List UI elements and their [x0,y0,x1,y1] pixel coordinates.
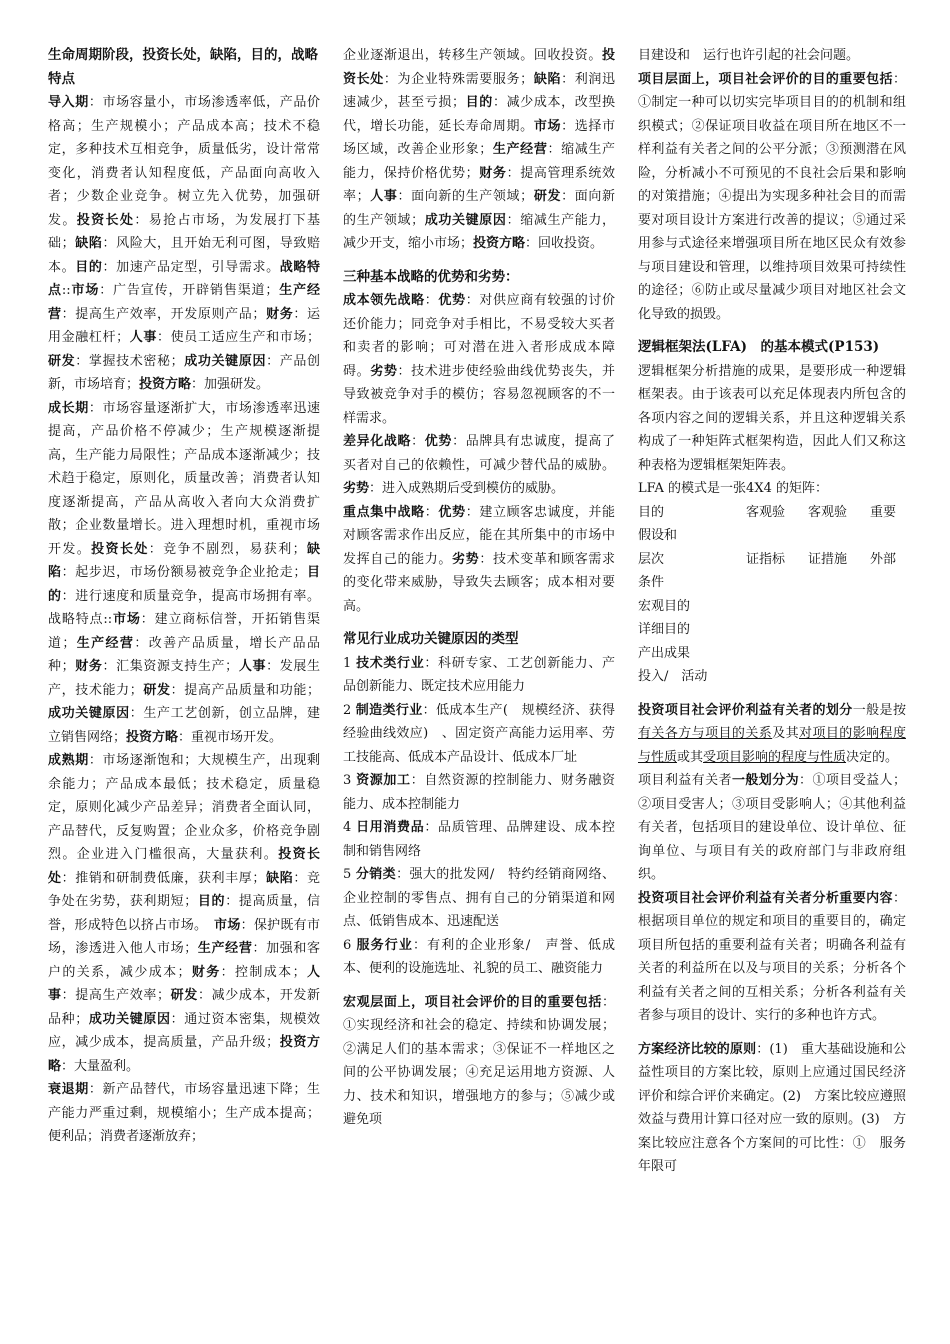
bold-term: 投资方略 [126,729,179,745]
bold-term: 成功关键原因 [48,706,130,721]
underlined-text: 有关各方与项目的关系 [638,726,773,741]
text-run: ：提高生产效率，开发原则产品； [61,306,266,322]
bold-term: 重点集中战略 [343,504,425,520]
bold-term: 投资长处 [48,847,320,886]
paragraph [343,769,615,816]
text-run: ：科研专家、工艺创新能力、产品创新能力、既定技术应用能力 [343,655,615,694]
bold-term: 投资长处 [76,212,135,228]
paragraph [48,397,320,750]
lfa-matrix-row [638,618,906,642]
underlined-text: 受项目影响的程度与性质 [703,749,847,765]
text-run: ：建立顾客忠诚度，并能对顾客需求作出反应，能在其所集中的市场中发挥自己的能力。 [343,504,615,567]
text-run: 2 [343,702,356,718]
text-run: ：(1) 重大基础设施和公益性项目的方案比较，原则上应通过国民经济评价和综合评价来确定。(2) 方案比较应遵照效益与费用计算口径对应一致的原则。(3) 方案比较应注意各个方案间的可比性：① 服务年限可 [638,1041,906,1174]
paragraph [343,289,615,430]
spacer [343,981,615,991]
bold-term: 投资长处 [343,48,615,87]
bold-term: 劣势 [370,363,398,379]
text-run: ：竞争处在劣势，获利期短； [48,870,320,909]
bold-term: 战略特点 [48,259,320,298]
bold-term: 制造类行业 [355,702,423,718]
bold-term: 市场 [112,612,141,627]
lfa-cell: 假设和 [638,528,678,543]
lfa-cell: 投入/ 活动 [638,669,708,684]
paragraph [343,652,615,699]
bold-term: 目的 [465,95,493,110]
text-run: ：根据项目单位的规定和项目的重要目的，确定项目所包括的重要利益有关者；明确各利益有关者的利益所在以及与项目的关系；分析各个利益有关者之间的互相关系；分析各利益有关者参与项目的设计、实行的多种也许方式。 [638,890,906,1023]
bold-term: 资源加工 [356,773,411,788]
lfa-cell [808,595,870,619]
text-run: ：起步迟，市场份额易被竞争企业抢走； [61,565,307,580]
text-run: 决定的。 [846,749,899,765]
text-run: ：改善产品质量，增长产品品种； [48,635,320,674]
text-run: 项目利益有关者 [638,773,732,788]
text-run: ：①制定一种可以切实完毕项目目的的机制和组织模式；②保证项目收益在项目所在地区不一样利益有关者之间的公平分派；③预测潜在风险，分析减小不可预见的不良社会后果和影响的对策措施；④提出为实现多种社会目的而需要对项目设计方案进行改善的提议；⑤通过采用参与式途径来增强项目所在地区民众有效参与项目建设和管理，以维持项目效果可持续性的途径；⑥防止或尽量减少项目对地区社会文化导致的损毁。 [638,71,906,322]
text-run: ：风险大，且开始无利可图，导致赔本。 [48,236,320,275]
text-run: ：使员工适应生产和市场； [157,330,320,345]
text-run: ：生产工艺创新，创立品牌，建立销售网络； [48,706,320,745]
lfa-cell: 证措施 [808,551,848,567]
section-heading: 三种基本战略的优势和劣势： [343,268,519,285]
text-run: ：减少成本，改型换代，增长功能，延长寿命周期。 [343,95,615,134]
bold-term: 目的 [75,259,103,275]
bold-term: 财务 [190,964,221,980]
text-run: ：强大的批发网/ 特约经销商网络、企业控制的零售点、拥有自己的分销渠道和网点、低销售成本、迅速配送 [343,867,615,929]
paragraph [343,44,615,256]
text-run: ：进行速度和质量竞争，提高市场拥有率。战略特点:: [48,588,320,627]
lfa-cell [808,524,870,548]
text-run: ： [411,434,425,449]
lfa-matrix-row [638,595,906,619]
text-run: ：广告宣传，开辟销售渠道； [99,283,279,298]
lfa-cell [746,595,808,619]
paragraph [638,477,906,501]
text-run: ：对供应商有较强的讨价还价能力；同竞争对手相比，不易受较大买者和卖者的影响；可对潜在进入者形成成本障碍。 [343,293,615,379]
bold-term: 目的 [48,565,320,604]
bold-term: 技术类行业 [356,655,425,671]
bold-term: 投资项目社会评价利益有关者分析重要内容 [638,890,893,906]
text-run: ：新产品替代，市场容量迅速下降；生产能力严重过剩，规模缩小；生产成本提高；便利品；消费者逐渐放弃； [48,1082,320,1144]
text-run: :: [61,283,71,298]
text-run: ：加强和客户的关系，减少成本； [48,941,320,980]
bold-term: 生产经营 [197,941,253,956]
spacer [638,1028,906,1038]
text-run: ：技术变革和顾客需求的变化带来威胁，导致失去顾客；成本相对要高。 [343,551,615,614]
lfa-cell: 详细目的 [638,622,691,637]
bold-term: 优势 [424,434,453,449]
lfa-cell: 宏观目的 [638,598,691,614]
bold-term: 缺陷 [533,71,562,87]
bold-term: 生产经营 [75,635,135,651]
text-run: ：进入成熟期后受到模仿的威胁。 [369,481,565,496]
lfa-cell [746,642,808,666]
text-run: ：缩减生产能力，保持价格优势； [343,142,615,181]
bold-term: 差异化战略 [343,434,412,449]
text-run: ：市场容量逐渐扩大，市场渗透率迅速提高，产品价格不停减少；生产规模逐渐提高，生产能力局限性；产品成本逐渐减少；技术趋于稳定，原则化，质量改善；消费者认知度逐渐提高，产品从高收入者向大众消费扩散；企业数量增长。进入理想时机，重视市场开发。 [48,400,320,557]
text-run: ：大量盈利。 [61,1058,140,1074]
spacer [343,256,615,266]
text-run: ：品质管理、品牌建设、成本控制和销售网络 [343,820,615,859]
text-run: ：提高管理系统效率； [343,165,615,204]
text-run: ：利润迅速减少，甚至亏损； [343,71,615,110]
spacer [638,326,906,336]
bold-term: 优势 [438,504,466,520]
lfa-cell [746,665,808,689]
bold-term: 研发 [170,988,198,1003]
bold-term: 投资项目社会评价利益有关者的划分 [638,702,853,718]
text-run: 逻辑框架分析措施的成果，是要形成一种逻辑框架表。由于该表可以充足体现表内所包含的各项内容之间的逻辑关系，并且这种逻辑关系构成了一种矩阵式框架构造，因此人们又称这种表格为逻辑框架矩阵表。 [638,363,906,473]
lfa-cell: 证指标 [746,551,786,567]
paragraph [48,1078,320,1149]
bold-term: 劣势 [452,551,480,567]
text-run: ： [424,504,439,520]
bold-term: 成功关键原因 [88,1011,171,1027]
bold-term: 衰退期 [48,1082,89,1097]
bold-term: 成功关键原因 [424,212,507,228]
paragraph [343,430,615,501]
spacer [343,618,615,628]
lfa-cell [808,665,870,689]
text-run: ：为企业特殊需要服务； [383,71,534,87]
lfa-matrix-row [638,642,906,666]
text-run: 4 [343,820,357,835]
bold-term: 方案经济比较的原则 [638,1041,757,1057]
bold-term: 成长期 [48,400,89,416]
text-run: ：竞争不剧烈，易获利； [148,541,306,557]
lfa-cell: 层次 [638,551,665,567]
text-run: ：提高产品质量和功能； [170,682,320,698]
text-run: ：提高质量，信誉，形成特色以挤占市场。 [48,894,320,933]
lfa-cell [746,524,808,548]
bold-term: 投资方略 [48,1035,320,1074]
bold-term: 研发 [48,353,76,369]
bold-term: 财务 [265,306,294,322]
lfa-cell: 客观验 [746,504,786,520]
text-run: ：缩减生产能力，减少开支，缩小市场； [343,212,615,251]
paragraph [638,68,906,327]
text-run: ：加强研发。 [191,377,270,392]
lfa-cell: 条件 [638,575,665,590]
text-run: ：低成本生产( 规模经济、获得经验曲线效应) 、固定资产高能力运用率、劳工技能高、低成本产品设计、低成本厂址 [343,702,615,765]
lfa-matrix-row [638,501,906,525]
text-run: ：发展生产，技术能力； [48,659,320,698]
bold-term: 人事 [369,189,398,204]
bold-term: 优势 [438,293,466,308]
lfa-cell: 客观验 [808,504,848,520]
text-run: 一般是按 [852,702,906,718]
paragraph [48,91,320,397]
text-run: 企业逐渐退出，转移生产领域。回收投资。 [343,48,602,63]
lfa-cell [808,618,870,642]
bold-term: 项目层面上，项目社会评价的目的重要包括 [638,71,893,87]
bold-term: 一般划分为 [731,773,800,788]
lfa-cell: 重要 [870,504,897,520]
paragraph [638,360,906,478]
text-run: ：汇集资源支持生产； [102,659,239,674]
bold-term: 缺陷 [48,541,320,580]
text-run: ：有利的企业形象/ 声誉、低成本、便利的设施选址、礼貌的员工、融资能力 [343,937,615,976]
lfa-matrix-row [638,524,906,548]
text-run: ：通过资本密集，规模效应，减少成本，提高质量，产品升级； [48,1011,320,1050]
bold-term: 成本领先战略 [343,293,425,308]
text-run: ：加速产品定型，引导需求。 [102,259,280,275]
text-run: ：易抢占市场，为发展打下基础； [48,212,320,251]
bold-term: 投资方略 [139,377,192,392]
lfa-matrix-row [638,665,906,689]
paragraph [638,699,906,770]
text-run: ：重视市场开发。 [178,729,283,745]
bold-term: 缺陷 [265,870,294,886]
lfa-cell: 产出成果 [638,645,691,661]
paragraph [343,991,615,1132]
text-run: 或其 [677,749,704,765]
text-run: ：①实现经济和社会的稳定、持续和协调发展；②满足人们的基本需求；③保证不一样地区之间的公平协调发展；④充足运用地方资源、人力、技术和知识，增强地方的参与；⑤减少或避免项 [343,994,615,1127]
paragraph [638,769,906,887]
lfa-cell [808,642,870,666]
section-heading: 常见行业成功关键原因的类型 [343,631,519,647]
bold-term: 缺陷 [74,236,103,251]
bold-term: 人事 [48,964,320,1003]
text-run: ：产品创新，市场培育； [48,353,320,392]
paragraph [638,1038,906,1179]
text-run: ：市场逐渐饱和；大规模生产，出现剩余能力；产品成本最低；技术稳定，质量稳定，原则化减少产品差异；消费者全面认同，产品替代，反复购置；企业众多，价格竞争剧烈。企业进入门槛很高，大量获利。 [48,753,320,862]
text-run: ：①项目受益人；②项目受害人；③项目受影响人；④其他利益有关者，包括项目的建设单位、设计单位、征询单位、与项目有关的政府部门与非政府组织。 [638,773,906,882]
text-run: 6 [343,937,357,953]
bold-term: 导入期 [48,95,89,110]
bold-term: 财务 [74,659,103,674]
column-right [638,44,906,1179]
bold-term: 市场 [214,917,241,933]
text-run: 1 [343,655,357,671]
bold-term: 成熟期 [48,753,89,768]
bold-term: 财务 [478,165,507,181]
lfa-cell: 目的 [638,504,665,520]
text-run: ：品牌具有忠诚度，提高了买者对自己的依赖性，可减少替代品的威胁。 [343,434,615,473]
bold-term: 市场 [533,118,562,134]
lfa-cell [746,571,808,595]
text-run: ：自然资源的控制能力、财务融资能力、成本控制能力 [343,773,615,812]
lfa-cell [746,618,808,642]
bold-term: 日用消费品 [356,820,425,835]
paragraph [638,887,906,1028]
text-run: 目建设和 运行也许引起的社会问题。 [638,48,860,63]
text-run: ：回收投资。 [525,236,604,251]
text-run: ：技术进步使经验曲线优势丧失，并导致被竞争对手的模仿；容易忽视顾客的不一样需求。 [343,363,615,426]
paragraph [343,501,615,619]
lfa-cell [808,571,870,595]
bold-term: 投资方略 [473,236,526,251]
text-run: LFA 的模式是一张4X4 的矩阵： [638,481,828,496]
paragraph [638,44,906,68]
text-run: ：掌握技术密秘； [75,353,184,369]
text-run: ：保护既有市场，渗透进入他人市场； [48,917,320,956]
column-left [48,44,320,1149]
lfa-matrix-row [638,548,906,572]
bold-term: 人事 [129,330,158,345]
spacer [638,689,906,699]
paragraph [343,816,615,863]
bold-term: 生产经营 [48,283,320,322]
text-run: 5 [343,867,356,882]
column-middle [343,44,615,1132]
text-run: ：建立商标信誉，开拓销售渠道； [48,612,320,651]
text-run: ：面向新的生产领域； [343,189,615,228]
bold-term: 成功关键原因 [183,353,267,369]
bold-term: 服务行业 [356,937,413,953]
text-run: ：市场容量小，市场渗透率低，产品价格高；生产规模小；产品成本高；技术不稳定，多种技术互相竞争，质量低劣，设计常常变化，消费者认知程度低，产品面向高收入者；少数企业竞争。树立先入优势，加强研发。 [48,95,320,228]
paragraph [343,699,615,770]
paragraph [48,749,320,1078]
bold-term: 市场 [70,283,100,298]
text-run: ：选择市场区域，改善企业形象； [343,118,615,157]
text-run: 及其 [772,726,800,741]
text-run: 3 [343,773,357,788]
text-run: ：减少成本，开发新品种； [48,988,320,1027]
text-run: ：面向新的生产领域； [397,189,534,204]
text-run: ：运用金融杠杆； [48,306,320,345]
section-heading: 生命周期阶段，投资长处，缺陷，目的，战略特点 [48,47,318,87]
bold-term: 生产经营 [492,142,548,157]
bold-term: 目的 [197,894,226,909]
underlined-text: 对项目的影响程度与性质 [638,726,906,765]
paragraph [343,863,615,934]
bold-term: 研发 [533,189,562,204]
paragraph [343,934,615,981]
bold-term: 宏观层面上，项目社会评价的目的重要包括 [343,994,602,1010]
bold-term: 研发 [142,682,171,698]
lfa-matrix-row [638,571,906,595]
bold-term: 分销类 [355,867,397,882]
section-heading: 逻辑框架法(LFA) 的基本模式(P153) [638,339,880,355]
lfa-cell: 外部 [870,551,897,567]
bold-term: 人事 [238,659,267,674]
text-run: ：提高生产效率； [61,988,171,1003]
text-run: ：控制成本； [220,964,306,980]
text-run: ：推销和研制费低廉，获利丰厚； [61,870,266,886]
bold-term: 劣势 [343,481,370,496]
text-run: ： [424,293,439,308]
bold-term: 投资长处 [91,541,149,557]
